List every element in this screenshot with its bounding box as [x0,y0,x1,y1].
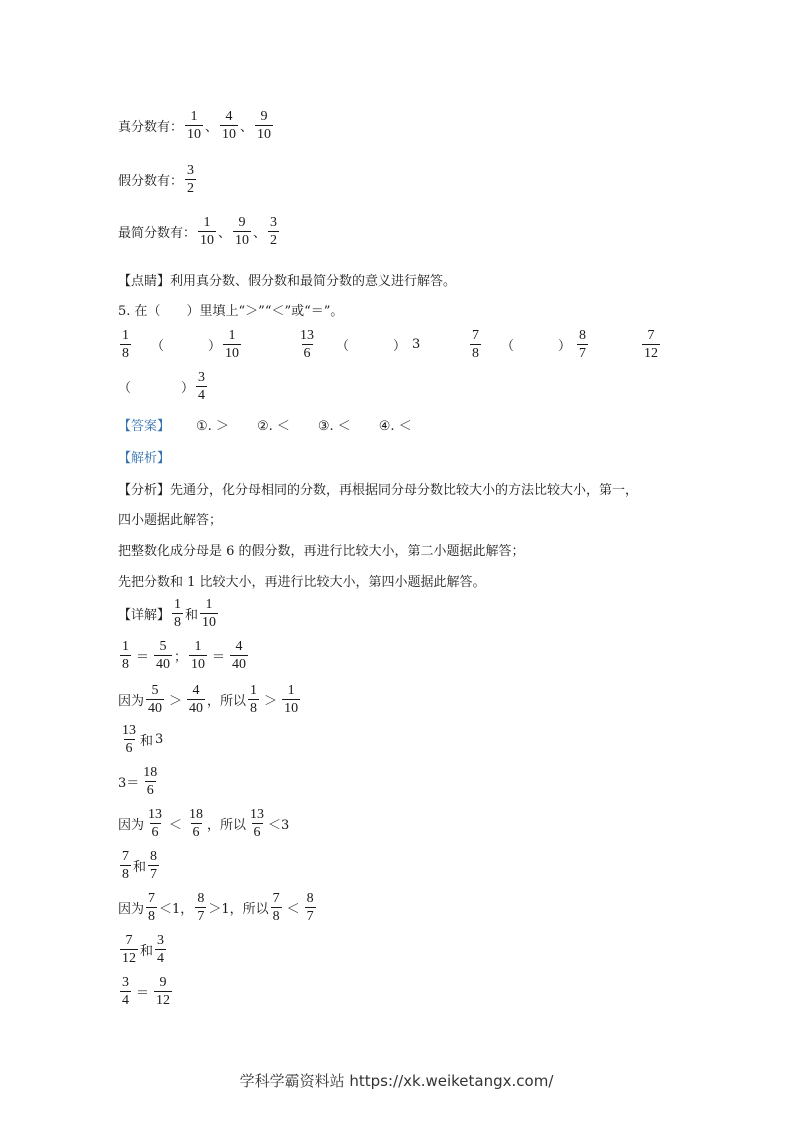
fraction: $\frac{1}{10}$ [225,328,240,361]
answer-3: ③. ＜ [317,419,351,434]
paren-open: （ [118,381,132,396]
fraction: $\frac{1}{8}$ [174,597,182,630]
fraction: $\frac{4}{40}$ [189,683,204,716]
semicolon: ； [174,650,188,665]
fraction: $\frac{3}{4}$ [157,933,165,966]
fenxi-line-1 [118,479,638,498]
fraction: $\frac{7}{8}$ [122,849,129,882]
xiangjie-line-9 [118,932,168,967]
paren-close: ） [558,339,572,354]
dianjing-line [118,270,456,289]
yinwei-text: 因为 [118,818,145,833]
fraction: $\frac{7}{8}$ [472,328,479,361]
fenxi-text-3: 把整数化成分母是 6 的假分数，再进行比较大小，第二小题据此解答； [118,544,525,559]
xiangjie-line-8 [118,890,318,925]
fraction: $\frac{13}{6}$ [250,807,265,840]
suoyi-text: ，所以 [229,902,269,917]
fraction: $\frac{7}{12}$ [644,328,658,361]
less-than-3: ＜3 [268,818,290,833]
fraction: $\frac{8}{7}$ [306,891,314,924]
paren-open: （ [151,339,165,354]
q5-item-3 [468,327,590,362]
fraction: $\frac{9}{10}$ [257,109,272,142]
improper-label: 假分数有： [118,174,184,189]
integer: 3 [155,732,164,747]
fraction: $\frac{4}{10}$ [222,109,237,142]
xiangjie-line-3 [118,682,302,717]
separator: 、 [205,120,219,135]
equals: ＝ [212,649,226,664]
fenxi-text-2: 四小题据此解答； [118,513,223,528]
fraction: $\frac{7}{8}$ [148,891,156,924]
separator: 、 [253,226,267,241]
separator: 、 [240,120,254,135]
greater-than: ＞ [169,693,183,708]
xiangjie-line-7 [118,848,161,883]
fraction: $\frac{13}{6}$ [122,723,136,756]
fenxi-line-3 [118,540,525,559]
simplest-label: 最简分数有： [118,226,197,241]
paren-close: ） [208,339,222,354]
xiangjie-line-5 [118,764,161,799]
answer-line [118,415,412,434]
fraction: $\frac{8}{7}$ [150,849,158,882]
integer: 3 [412,337,421,352]
fraction: $\frac{3}{2}$ [187,163,195,196]
less-than: ＜ [286,901,300,916]
q5-item-4-right [118,369,209,404]
answer-tag: 【答案】 [118,419,171,434]
paren-close: ） [393,339,407,354]
fenxi-text-1: 【分析】先通分，化分母相同的分数，再根据同分母分数比较大小的方法比较大小，第一， [118,483,639,498]
fraction: $\frac{3}{4}$ [198,370,206,403]
separator: 、 [218,226,232,241]
q5-item-4-left [640,327,662,362]
fraction: $\frac{7}{8}$ [272,891,280,924]
equals: ＝ [136,985,150,1000]
fraction: $\frac{1}{10}$ [191,639,206,672]
fraction: $\frac{1}{10}$ [284,683,299,716]
improper-fractions-line [118,162,198,197]
fraction: $\frac{1}{10}$ [187,109,202,142]
fraction: $\frac{18}{6}$ [189,807,204,840]
greater-than-1: ＞1 [208,902,230,917]
comma: ， [180,902,194,917]
less-than: ＜ [169,817,183,832]
fenxi-line-2 [118,509,222,528]
fraction: $\frac{1}{8}$ [122,639,129,672]
suoyi-text: ，所以 [207,818,247,833]
yinwei-text: 因为 [118,694,145,709]
question-5-text: 5. 在（ ）里填上“＞”“＜”或“＝”。 [118,304,344,319]
q5-item-2 [296,327,420,362]
xiangjie-tag: 【详解】 [118,608,171,623]
footer-watermark: 学科学霸资料站 https://xk.weiketangx.com/ [239,1072,554,1090]
three-equals: 3＝ [118,776,140,791]
paren-open: （ [501,339,515,354]
xiangjie-line-4 [118,722,163,757]
jiexi-line [118,447,170,466]
fraction: $\frac{7}{12}$ [122,933,136,966]
xiangjie-line-10 [118,974,174,1009]
fraction: $\frac{1}{10}$ [200,215,215,248]
fraction: $\frac{1}{8}$ [250,683,258,716]
fraction: $\frac{13}{6}$ [300,328,314,361]
xiangjie-line-2 [118,638,250,673]
answer-4: ④. ＜ [378,419,412,434]
fraction: $\frac{9}{12}$ [156,975,171,1008]
proper-label: 真分数有： [118,120,184,135]
paren-close: ） [181,381,195,396]
he-text: 和 [140,944,154,959]
paren-open: （ [336,339,350,354]
fraction: $\frac{5}{40}$ [156,639,171,672]
fraction: $\frac{1}{8}$ [122,328,129,361]
less-than-1: ＜1 [159,902,181,917]
xiangjie-line-1 [118,596,220,631]
fraction: $\frac{3}{4}$ [122,975,129,1008]
jiexi-tag: 【解析】 [118,451,171,466]
equals: ＝ [136,649,150,664]
fraction: $\frac{8}{7}$ [579,328,587,361]
fenxi-line-4 [118,571,486,590]
xiangjie-line-6 [118,806,289,841]
he-text: 和 [140,734,154,749]
fraction: $\frac{5}{40}$ [148,683,163,716]
q5-item-1 [118,327,243,362]
fraction: $\frac{3}{2}$ [270,215,278,248]
proper-fractions-line [118,108,275,143]
fraction: $\frac{8}{7}$ [197,891,205,924]
greater-than: ＞ [264,693,278,708]
fraction: $\frac{9}{10}$ [235,215,250,248]
answer-1: ①. ＞ [196,419,229,434]
he-text: 和 [133,860,147,875]
fraction: $\frac{1}{10}$ [202,597,217,630]
suoyi-text: ，所以 [207,694,247,709]
yinwei-text: 因为 [118,902,145,917]
fraction: $\frac{4}{40}$ [232,639,247,672]
dianjing-text: 【点睛】利用真分数、假分数和最简分数的意义进行解答。 [118,274,457,289]
simplest-fractions-line [118,214,281,249]
fenxi-text-4: 先把分数和 1 比较大小，再进行比较大小，第四小题据此解答。 [118,575,486,590]
fraction: $\frac{13}{6}$ [148,807,163,840]
fraction: $\frac{18}{6}$ [143,765,158,798]
he-text: 和 [185,608,199,623]
answer-2: ②. ＜ [256,419,290,434]
question-5 [118,300,343,319]
